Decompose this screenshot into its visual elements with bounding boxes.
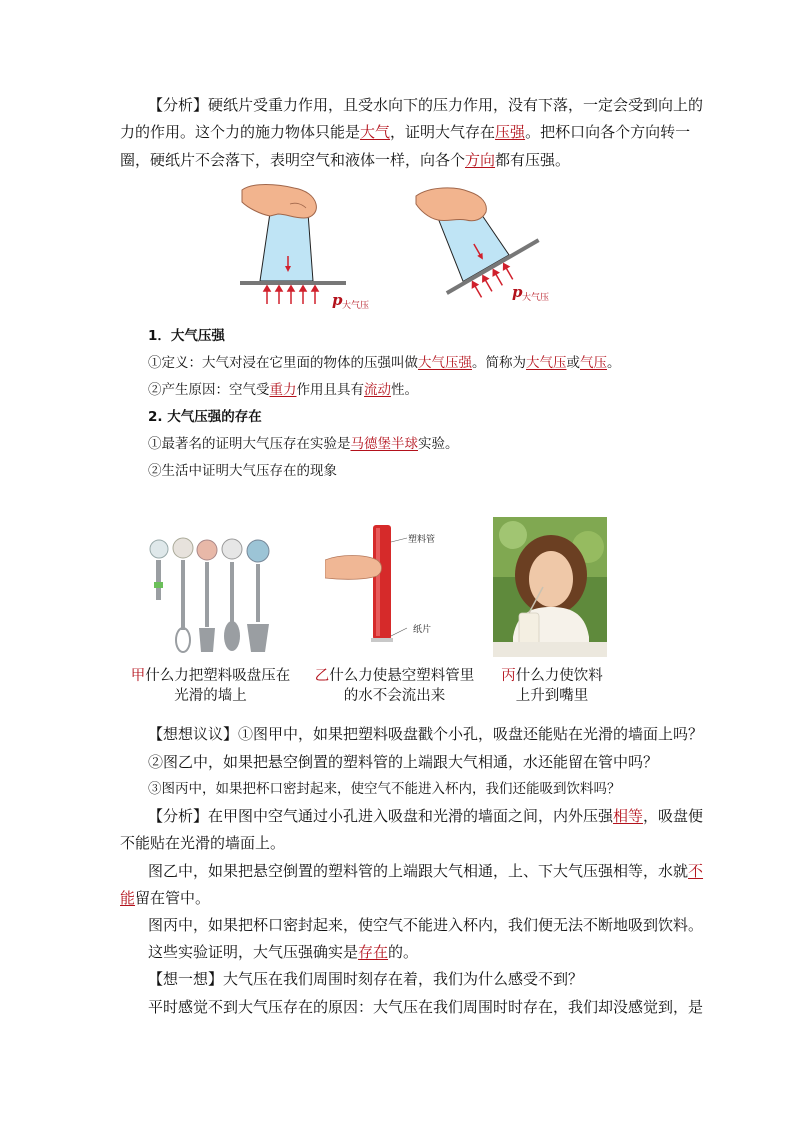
analysis2-line-3: 图乙中，如果把悬空倒置的塑料管的上端跟大气相通，上、下大气压强相等，水就不 [148,862,704,880]
keyword: 方向 [465,151,496,169]
keyword: 大气压 [526,355,567,371]
analysis-line-3: 圈，硬纸片不会落下，表明空气和液体一样，向各个方向都有压强。 [120,151,571,169]
section-heading: 2. 大气压强的存在 [148,409,262,425]
analysis2-line-2: 不能贴在光滑的墙面上。 [120,834,286,852]
cause-line: ②产生原因：空气受重力作用且具有流动性。 [148,382,418,398]
tube-icon [371,525,393,642]
pressure-arrows [264,286,318,304]
cup-card-figure [230,178,560,313]
tube-photo [325,520,435,645]
caption-bing: 丙什么力使饮料 上升到嘴里 [501,668,603,704]
daily-phenomena-line: ②生活中证明大气压存在的现象 [148,463,337,479]
keyword: 重力 [269,382,297,398]
p-label: p [332,291,343,309]
definition-line: ①定义：大气对浸在它里面的物体的压强叫做大气压强。简称为大气压或气压。 [148,355,621,371]
section-heading: 1．大气压强 [148,328,225,344]
think-question: 【想一想】大气压在我们周围时刻存在着，我们为什么感受不到？ [148,970,584,988]
tube-label: 塑料管 [408,535,435,545]
keyword: 大气 [360,123,391,141]
keyword: 不 [688,862,704,880]
analysis2-line-5: 图丙中，如果把杯口密封起来，使空气不能进入杯内，我们便无法不断地吸到饮料。 [148,916,704,934]
keyword: 能 [120,889,136,907]
caption-yi: 乙什么力使悬空塑料管里 的水不会流出来 [314,668,475,704]
p-label: p [512,283,523,301]
suction-cup-photo [143,532,278,654]
analysis2-line-1: 【分析】在甲图中空气通过小孔进入吸盘和光滑的墙面之间，内外压强相等，吸盘便 [148,807,704,825]
discuss-q3: ③图丙中，如果把杯口密封起来，使空气不能进入杯内，我们还能吸到饮料吗？ [148,781,621,797]
keyword: 马德堡半球 [350,436,418,452]
keyword: 相等 [613,807,644,825]
p-sub-label: 大气压 [342,301,370,311]
analysis-line-1: 【分析】硬纸片受重力作用，且受水向下的压力作用，没有下落，一定会受到向上的 [148,96,704,114]
analysis-line-2: 力的作用。这个力的施力物体只能是大气，证明大气存在压强。把杯口向各个方向转一 [120,123,691,141]
analysis2-line-4: 能留在管中。 [120,889,211,907]
keyword: 压强 [495,123,526,141]
caption-jia: 甲什么力把塑料吸盘压在 光滑的墙上 [130,668,291,704]
hand-icon [416,188,486,221]
keyword: 大气压强 [418,355,472,371]
keyword: 存在 [358,943,389,961]
discuss-q1: 【想想议议】①图甲中，如果把塑料吸盘戳个小孔，吸盘还能贴在光滑的墙面上吗？ [148,725,704,743]
p-sub-label: 大气压 [522,293,550,303]
girl-photo-icon [493,517,607,657]
hand-icon [242,185,316,219]
keyword: 气压 [580,355,607,371]
keyword: 流动 [364,382,391,398]
discuss-q2: ②图乙中，如果把悬空倒置的塑料管的上端跟大气相通，水还能留在管中吗？ [148,753,659,771]
analysis2-line-6: 这些实验证明，大气压强确实是存在的。 [148,943,419,961]
famous-experiment-line: ①最著名的证明大气压存在实验是马德堡半球实验。 [148,436,459,452]
paper-label: 纸片 [413,625,432,635]
think-answer: 平时感觉不到大气压存在的原因：大气压在我们周围时时存在，我们却没感觉到，是 [148,998,704,1016]
